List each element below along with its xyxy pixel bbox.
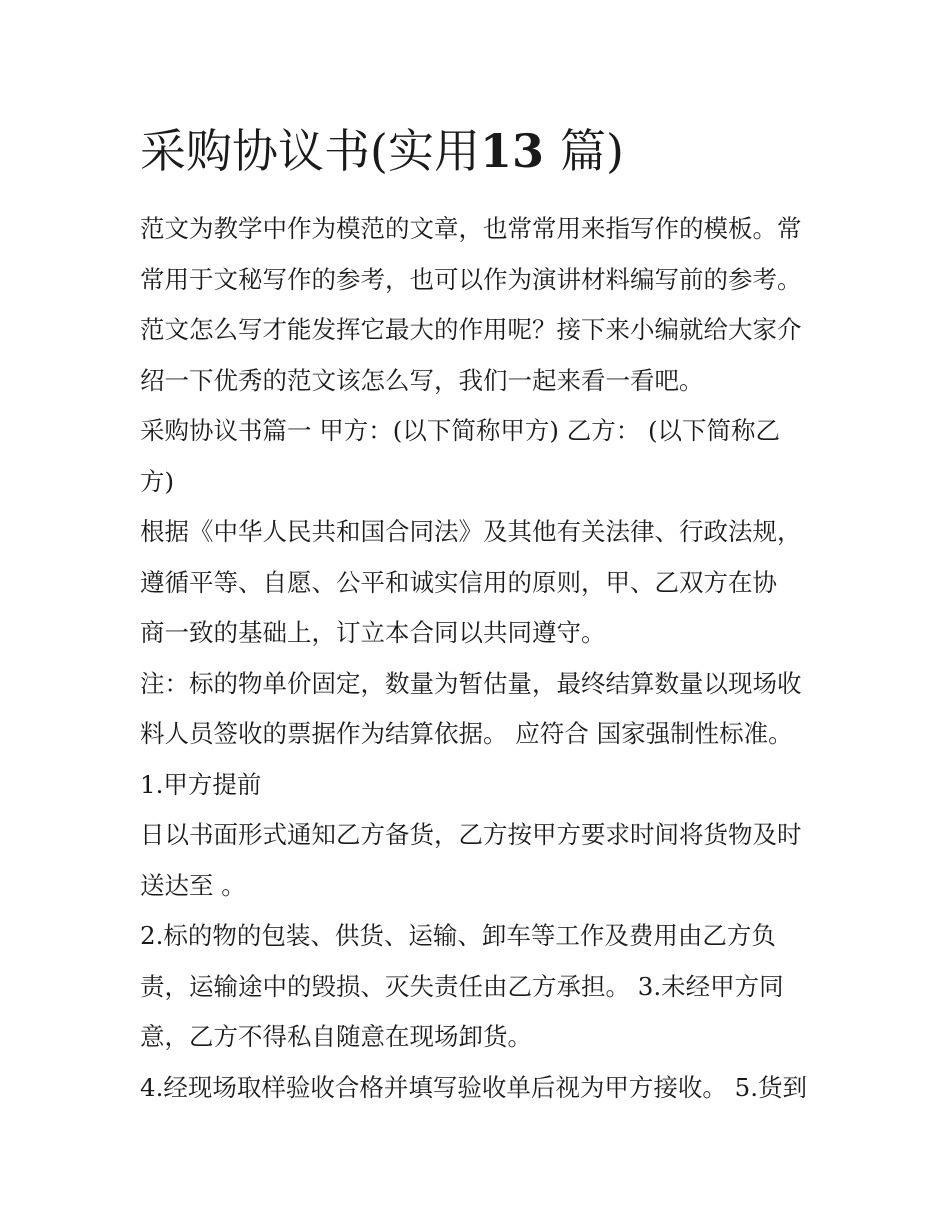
text-line: 商一致的基础上，订立本合同以共同遵守。 (140, 618, 606, 647)
title-space (544, 124, 560, 178)
text-line: 送达至 。 (140, 870, 246, 900)
clause-2-3 (140, 911, 820, 1063)
text-line: 采购协议书篇一 甲方：(以下简称甲方) 乙方： (以下简称乙 (140, 416, 781, 445)
title-suffix: 篇) (559, 124, 624, 178)
text-line: 2.标的物的包装、供货、运输、卸车等工作及费用由乙方负 (140, 921, 776, 950)
text-line: 绍一下优秀的范文该怎么写，我们一起来看一看吧。 (140, 365, 704, 395)
text-line: 注：标的物单价固定，数量为暂估量，最终结算数量以现场收 (140, 668, 802, 698)
title-number: 13 (479, 124, 544, 178)
text-line: 意，乙方不得私自随意在现场卸货。 (140, 1022, 532, 1051)
document-body (140, 118, 820, 1113)
text-line: 范文为教学中作为模范的文章，也常常用来指写作的模板。常 (140, 214, 802, 243)
clause-1-body (140, 810, 820, 911)
text-line: 料人员签收的票据作为结算依据。 应符合 国家强制性标准。 (140, 719, 793, 748)
text-line: 遵循平等、自愿、公平和诚实信用的原则，甲、乙双方在协 (140, 567, 777, 597)
text-line: 责，运输途中的毁损、灭失责任由乙方承担。 3.未经甲方同 (140, 971, 784, 1001)
text-line: 范文怎么写才能发挥它最大的作用呢？接下来小编就给大家介 (140, 315, 802, 344)
parties-paragraph (140, 406, 820, 507)
text-line: 根据《中华人民共和国合同法》及其他有关法律、行政法规， (140, 517, 802, 546)
title-main: 采购协议书(实用 (140, 124, 480, 178)
clause-4-5 (140, 1063, 820, 1114)
text-line: 常用于文秘写作的参考，也可以作为演讲材料编写前的参考。 (140, 264, 802, 294)
basis-paragraph (140, 507, 820, 659)
document-title (140, 118, 820, 184)
clause-1-heading (140, 760, 820, 811)
text-line: 1.甲方提前 (140, 769, 262, 799)
intro-paragraph (140, 204, 820, 406)
text-line: 方) (140, 466, 175, 496)
text-line: 日以书面形式通知乙方备货，乙方按甲方要求时间将货物及时 (140, 820, 802, 849)
text-line: 4.经现场取样验收合格并填写验收单后视为甲方接收。 5.货到 (140, 1072, 808, 1102)
note-paragraph (140, 659, 820, 760)
